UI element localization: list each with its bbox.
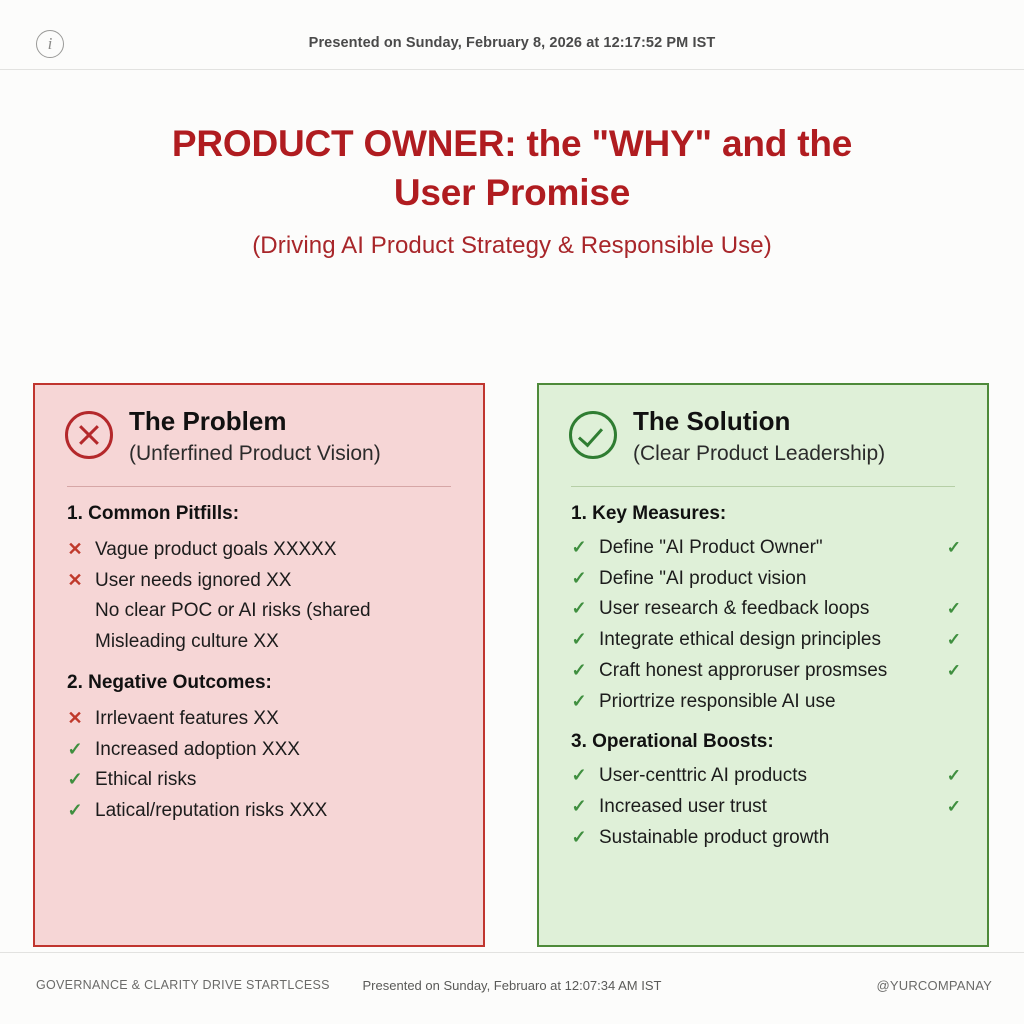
list-item	[571, 761, 961, 792]
solution-card	[537, 383, 989, 947]
solution-section-2-title: 3. Operational Boosts:	[571, 731, 774, 753]
problem-section-2-title: 2. Negative Outcomes:	[67, 671, 272, 693]
list-item-label: Misleading culture XX	[95, 631, 279, 653]
problem-card	[33, 383, 485, 947]
list-item-label: Define "AI product vision	[599, 567, 807, 589]
list-item	[67, 596, 457, 627]
list-item-label: Priortrize responsible AI use	[599, 690, 836, 712]
list-item-label: No clear POC or AI risks (shared	[95, 600, 371, 622]
top-bar	[0, 0, 1024, 70]
list-item	[571, 656, 961, 687]
list-item-label: Increased adoption XXX	[95, 738, 300, 760]
trailing-check-icon: ✓	[946, 766, 961, 786]
list-item	[571, 564, 961, 595]
problem-card-header	[61, 407, 457, 466]
info-icon[interactable]: i	[36, 30, 64, 58]
list-item	[571, 792, 961, 823]
list-item	[67, 627, 457, 658]
solution-section-2-list	[565, 761, 961, 853]
blank-bullet-icon	[67, 596, 83, 625]
check-icon: ✓	[571, 598, 587, 619]
comparison-columns	[0, 383, 1024, 948]
page-subtitle: (Driving AI Product Strategy & Responsible Use)	[252, 231, 772, 259]
list-item	[67, 765, 457, 796]
list-item-label: Irrlevaent features XX	[95, 707, 279, 729]
x-icon: ✕	[67, 569, 83, 590]
footer-handle: @YURCOMPANAY	[876, 978, 992, 993]
list-item-label: Increased user trust	[599, 796, 767, 818]
trailing-check-icon: ✓	[946, 630, 961, 650]
list-item-label: Integrate ethical design principles	[599, 629, 882, 651]
check-icon: ✓	[571, 690, 587, 711]
solution-section-1-title: 1. Key Measures:	[571, 502, 727, 524]
list-item	[571, 594, 961, 625]
problem-section-1-title: 1. Common Pitfills:	[67, 502, 240, 524]
list-item-label: User needs ignored XX	[95, 569, 292, 591]
list-item-label: Craft honest approruser prosmses	[599, 659, 888, 681]
list-item	[67, 535, 457, 566]
check-icon: ✓	[571, 536, 587, 557]
list-item	[571, 823, 961, 854]
solution-section-1-list	[565, 533, 961, 718]
trailing-check-icon: ✓	[946, 537, 961, 557]
trailing-check-icon: ✓	[946, 660, 961, 680]
check-icon: ✓	[571, 765, 587, 786]
check-icon: ✓	[571, 567, 587, 588]
solution-heading: The Solution	[633, 406, 791, 436]
circle-check-icon	[569, 411, 617, 459]
list-item	[571, 625, 961, 656]
list-item-label: Ethical risks	[95, 769, 197, 791]
footer-timestamp: Presented on Sunday, Februaro at 12:07:34 AM IST	[362, 978, 662, 993]
problem-divider	[67, 486, 451, 487]
problem-section-2-list	[61, 704, 457, 827]
check-icon: ✓	[571, 659, 587, 680]
problem-heading-text	[129, 407, 457, 466]
list-item-label: User research & feedback loops	[599, 598, 870, 620]
trailing-check-icon: ✓	[946, 797, 961, 817]
x-icon: ✕	[67, 707, 83, 728]
page-title: PRODUCT OWNER: the "WHY" and the User Promise	[171, 123, 853, 213]
problem-subheading: (Unferfined Product Vision)	[129, 441, 381, 465]
blank-bullet-icon	[67, 627, 83, 656]
check-icon: ✓	[67, 800, 83, 821]
list-item-label: Latical/reputation risks XXX	[95, 800, 328, 822]
solution-divider	[571, 486, 955, 487]
title-block	[0, 120, 1024, 260]
list-item	[571, 687, 961, 718]
list-item	[67, 704, 457, 735]
check-icon: ✓	[571, 826, 587, 847]
check-icon: ✓	[571, 796, 587, 817]
trailing-check-icon: ✓	[946, 599, 961, 619]
problem-heading: The Problem	[129, 406, 287, 436]
list-item-label: Sustainable product growth	[599, 826, 830, 848]
check-icon: ✓	[67, 769, 83, 790]
solution-subheading: (Clear Product Leadership)	[633, 441, 886, 465]
list-item-label: User-centtric AI products	[599, 765, 808, 787]
list-item	[67, 796, 457, 827]
circle-x-icon	[65, 411, 113, 459]
x-icon: ✕	[67, 538, 83, 559]
list-item	[67, 566, 457, 597]
problem-section-1-list	[61, 535, 457, 658]
check-icon: ✓	[67, 738, 83, 759]
list-item	[571, 533, 961, 564]
list-item	[67, 735, 457, 766]
footer-tagline: GOVERNANCE & CLARITY DRIVE STARTLCESS	[36, 978, 330, 992]
list-item-label: Define "AI Product Owner"	[599, 536, 823, 558]
footer-bar	[0, 952, 1024, 1024]
solution-card-header	[565, 407, 961, 466]
check-icon: ✓	[571, 629, 587, 650]
solution-heading-text	[633, 407, 961, 466]
list-item-label: Vague product goals XXXXX	[95, 538, 337, 560]
presented-timestamp: Presented on Sunday, February 8, 2026 at 12:17:52 PM IST	[308, 35, 716, 51]
